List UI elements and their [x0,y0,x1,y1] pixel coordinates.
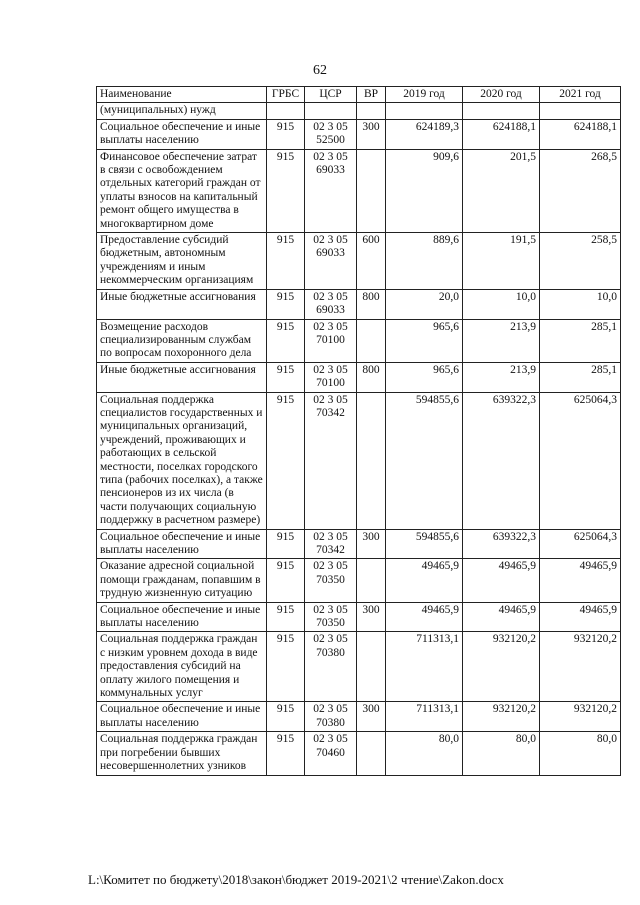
table-row [97,119,621,149]
cell-name: Социальная поддержка граждан при погребении бывших несовершеннолетних узников [97,732,267,775]
cell-2021: 49465,9 [540,559,621,602]
budget-table-wrapper [96,86,620,776]
cell-name: Финансовое обеспечение затрат в связи с освобождением отдельных категорий граждан от уплаты взносов на капитальный ремонт общего имущества в многоквартирном доме [97,149,267,232]
cell-2019: 965,6 [386,362,463,392]
cell-vr: 300 [357,702,386,732]
cell-grbs: 915 [267,529,305,559]
cell-2021: 268,5 [540,149,621,232]
cell-grbs: 915 [267,149,305,232]
cell-vr [357,632,386,702]
table-row [97,602,621,632]
cell-2021: 932120,2 [540,632,621,702]
cell-2019: 711313,1 [386,702,463,732]
table-row [97,702,621,732]
cell-2019: 711313,1 [386,632,463,702]
header-name: Наименование [97,87,267,103]
cell-csr: 02 3 05 70460 [305,732,357,775]
cell-csr: 02 3 05 70342 [305,529,357,559]
cell-name: Предоставление субсидий бюджетным, автономным учреждениям и иным некоммерческим организациям [97,233,267,290]
cell-grbs: 915 [267,602,305,632]
cell-2020: 639322,3 [463,529,540,559]
cell-2020: 639322,3 [463,392,540,529]
cell-grbs: 915 [267,233,305,290]
cell-csr: 02 3 05 70100 [305,362,357,392]
table-row [97,362,621,392]
cell-grbs: 915 [267,732,305,775]
cell-vr: 300 [357,529,386,559]
cell-2020: 624188,1 [463,119,540,149]
cell-2020 [463,103,540,119]
cell-2021: 49465,9 [540,602,621,632]
table-row [97,319,621,362]
cell-name: (муниципальных) нужд [97,103,267,119]
cell-vr: 600 [357,233,386,290]
cell-csr: 02 3 05 70380 [305,632,357,702]
cell-vr: 800 [357,289,386,319]
header-2019: 2019 год [386,87,463,103]
cell-2020: 932120,2 [463,702,540,732]
cell-2019: 594855,6 [386,529,463,559]
cell-2019: 80,0 [386,732,463,775]
cell-csr [305,103,357,119]
cell-grbs: 915 [267,119,305,149]
budget-table [96,86,621,776]
cell-2021: 285,1 [540,319,621,362]
cell-csr: 02 3 05 70350 [305,602,357,632]
page-number: 62 [313,63,327,78]
cell-2019: 49465,9 [386,559,463,602]
cell-2019: 49465,9 [386,602,463,632]
cell-name: Социальное обеспечение и иные выплаты населению [97,602,267,632]
cell-vr [357,732,386,775]
header-2020: 2020 год [463,87,540,103]
table-row [97,233,621,290]
header-grbs: ГРБС [267,87,305,103]
cell-name: Возмещение расходов специализированным службам по вопросам похоронного дела [97,319,267,362]
cell-2019: 889,6 [386,233,463,290]
cell-name: Иные бюджетные ассигнования [97,362,267,392]
cell-2019: 965,6 [386,319,463,362]
cell-vr [357,103,386,119]
cell-vr: 300 [357,602,386,632]
cell-2020: 80,0 [463,732,540,775]
cell-2020: 932120,2 [463,632,540,702]
cell-csr: 02 3 05 69033 [305,149,357,232]
cell-2019: 20,0 [386,289,463,319]
cell-csr: 02 3 05 70100 [305,319,357,362]
cell-name: Социальное обеспечение и иные выплаты населению [97,529,267,559]
cell-name: Социальная поддержка граждан с низким уровнем дохода в виде предоставления субсидий на оплату жилого помещения и коммунальных услуг [97,632,267,702]
cell-name: Оказание адресной социальной помощи гражданам, попавшим в трудную жизненную ситуацию [97,559,267,602]
cell-2021: 625064,3 [540,529,621,559]
cell-grbs: 915 [267,392,305,529]
cell-vr [357,149,386,232]
file-path-footer: L:\Комитет по бюджету\2018\закон\бюджет 2019-2021\2 чтение\Zakon.docx [88,872,504,887]
cell-2020: 201,5 [463,149,540,232]
cell-grbs: 915 [267,559,305,602]
table-row [97,149,621,232]
cell-vr: 300 [357,119,386,149]
cell-name: Социальное обеспечение и иные выплаты населению [97,119,267,149]
table-row [97,392,621,529]
cell-vr [357,319,386,362]
cell-2020: 213,9 [463,362,540,392]
cell-2021 [540,103,621,119]
cell-vr [357,392,386,529]
cell-csr: 02 3 05 69033 [305,233,357,290]
cell-name: Иные бюджетные ассигнования [97,289,267,319]
cell-2019: 909,6 [386,149,463,232]
cell-name: Социальная поддержка специалистов государственных и муниципальных организаций, учреждений, проживающих и работающих в сельской местности, поселках городского типа (рабочих поселках), а также пенсионеров из их числа (в части получающих социальную поддержку в расчетном размере) [97,392,267,529]
cell-csr: 02 3 05 70350 [305,559,357,602]
table-row [97,559,621,602]
cell-2020: 10,0 [463,289,540,319]
cell-2021: 80,0 [540,732,621,775]
header-2021: 2021 год [540,87,621,103]
cell-2021: 10,0 [540,289,621,319]
cell-2021: 932120,2 [540,702,621,732]
cell-2019: 624189,3 [386,119,463,149]
cell-grbs: 915 [267,319,305,362]
header-csr: ЦСР [305,87,357,103]
table-row [97,632,621,702]
cell-grbs [267,103,305,119]
table-row [97,529,621,559]
header-vr: ВР [357,87,386,103]
table-header-row [97,87,621,103]
cell-2020: 49465,9 [463,602,540,632]
cell-csr: 02 3 05 70342 [305,392,357,529]
cell-2021: 285,1 [540,362,621,392]
table-row [97,289,621,319]
cell-name: Социальное обеспечение и иные выплаты населению [97,702,267,732]
cell-grbs: 915 [267,702,305,732]
cell-2020: 213,9 [463,319,540,362]
cell-vr [357,559,386,602]
cell-2021: 258,5 [540,233,621,290]
cell-vr: 800 [357,362,386,392]
cell-csr: 02 3 05 70380 [305,702,357,732]
table-row [97,732,621,775]
cell-csr: 02 3 05 69033 [305,289,357,319]
cell-csr: 02 3 05 52500 [305,119,357,149]
table-row [97,103,621,119]
cell-2020: 49465,9 [463,559,540,602]
cell-2021: 624188,1 [540,119,621,149]
cell-grbs: 915 [267,289,305,319]
cell-2019 [386,103,463,119]
cell-grbs: 915 [267,362,305,392]
cell-grbs: 915 [267,632,305,702]
cell-2021: 625064,3 [540,392,621,529]
cell-2019: 594855,6 [386,392,463,529]
cell-2020: 191,5 [463,233,540,290]
table-body [97,103,621,775]
